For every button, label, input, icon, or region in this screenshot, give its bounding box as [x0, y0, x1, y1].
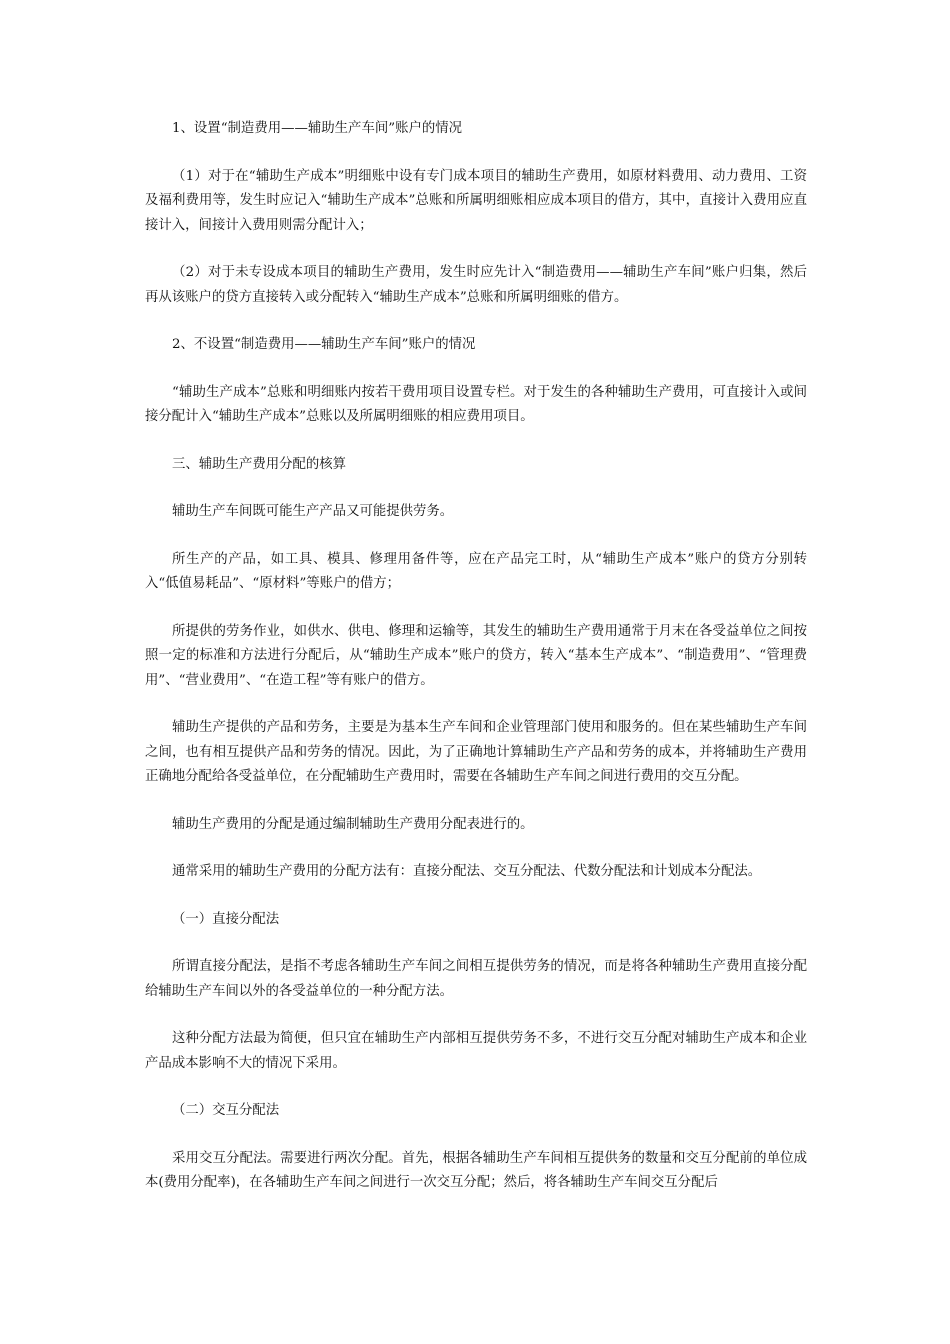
paragraph-non-dedicated-cost-items: （2）对于未专设成本项目的辅助生产费用，发生时应先计入“制造费用——辅助生产车间”账户归集，然后再从该账户的贷方直接转入或分配转入“辅助生产成本”总账和所属明细账的借方。: [145, 265, 807, 305]
document-body: [145, 117, 807, 1219]
paragraph-produced-products: 所生产的产品，如工具、模具、修理用备件等，应在产品完工时，从“辅助生产成本”账户的贷方分别转入“低值易耗品”、“原材料”等账户的借方；: [145, 551, 807, 591]
paragraph-provided-services: 所提供的劳务作业，如供水、供电、修理和运输等，其发生的辅助生产费用通常于月末在各受益单位之间按照一定的标准和方法进行分配后，从“辅助生产成本”账户的贷方，转入“基本生产成本”、“制造费用”、“管理费用”、“营业费用”、“在造工程”等有账户的借方。: [145, 623, 807, 688]
section-heading-allocation-accounting: 三、辅助生产费用分配的核算: [172, 456, 347, 472]
paragraph-direct-allocation-definition: 所谓直接分配法，是指不考虑各辅助生产车间之间相互提供劳务的情况，而是将各种辅助生产费用直接分配给辅助生产车间以外的各受益单位的一种分配方法。: [145, 959, 807, 999]
paragraph-allocation-table: 辅助生产费用的分配是通过编制辅助生产费用分配表进行的。: [172, 816, 534, 832]
subheading-direct-allocation: （一）直接分配法: [172, 911, 280, 927]
paragraph-dedicated-cost-items: （1）对于在“辅助生产成本”明细账中设有专门成本项目的辅助生产费用，如原材料费用、动力费用、工资及福利费用等，发生时应记入“辅助生产成本”总账和所属明细账相应成本项目的借方，其中，直接计入费用应直接计入，间接计入费用则需分配计入；: [145, 168, 807, 233]
paragraph-mutual-services: 辅助生产提供的产品和劳务，主要是为基本生产车间和企业管理部门使用和服务的。但在某些辅助生产车间之间，也有相互提供产品和劳务的情况。因此，为了正确地计算辅助生产产品和劳务的成本，并将辅助生产费用正确地分配给各受益单位，在分配辅助生产费用时，需要在各辅助生产车间之间进行费用的交互分配。: [145, 720, 807, 784]
paragraph-allocation-methods: 通常采用的辅助生产费用的分配方法有：直接分配法、交互分配法、代数分配法和计划成本分配法。: [172, 864, 762, 879]
paragraph-direct-allocation-usage: 这种分配方法最为简便，但只宜在辅助生产内部相互提供劳务不多，不进行交互分配对辅助生产成本和企业产品成本影响不大的情况下采用。: [145, 1031, 807, 1071]
heading-with-overhead-account: 1、设置“制造费用——辅助生产车间”账户的情况: [172, 121, 463, 136]
subheading-reciprocal-allocation: （二）交互分配法: [172, 1103, 280, 1118]
paragraph-products-and-services: 辅助生产车间既可能生产产品又可能提供劳务。: [172, 504, 454, 519]
heading-without-overhead-account: 2、不设置“制造费用——辅助生产车间”账户的情况: [172, 337, 476, 352]
paragraph-reciprocal-allocation: 采用交互分配法。需要进行两次分配。首先，根据各辅助生产车间相互提供务的数量和交互分配前的单位成本(费用分配率)，在各辅助生产车间之间进行一次交互分配；然后，将各辅助生产车间交互分配后: [145, 1150, 807, 1190]
paragraph-ledger-columns: “辅助生产成本”总账和明细账内按若干费用项目设置专栏。对于发生的各种辅助生产费用，可直接计入或间接分配计入“辅助生产成本”总账以及所属明细账的相应费用项目。: [145, 384, 807, 424]
